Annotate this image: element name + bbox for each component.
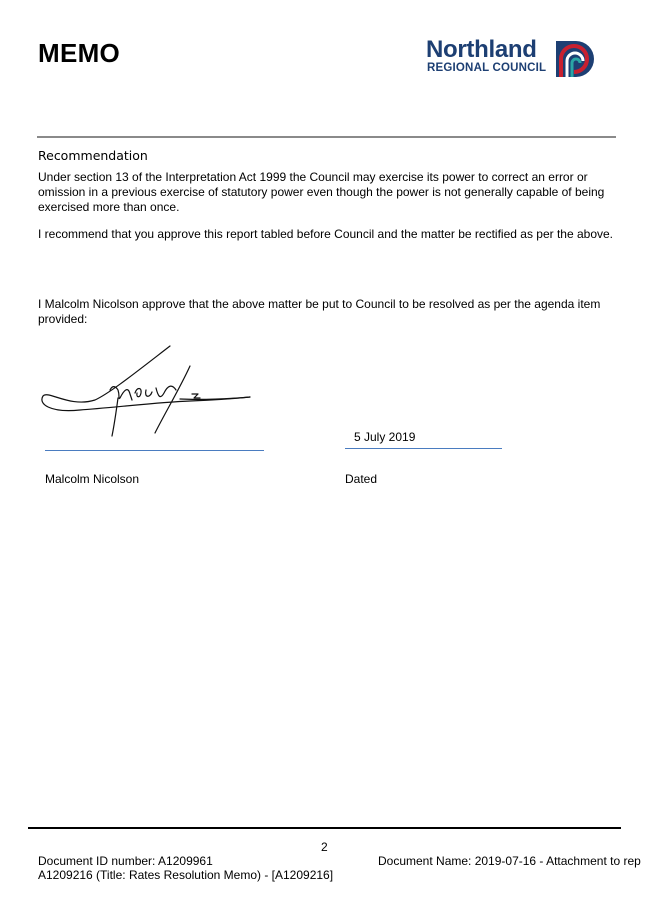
date-line: [345, 448, 502, 449]
document-id: Document ID number: A1209961: [38, 854, 213, 868]
page-number: 2: [321, 840, 328, 854]
logo-name: Northland: [426, 36, 537, 63]
logo-subtitle: REGIONAL COUNCIL: [427, 62, 547, 74]
signed-date: 5 July 2019: [354, 430, 416, 444]
signatory-name: Malcolm Nicolson: [45, 472, 140, 486]
handwritten-signature: [40, 338, 255, 443]
document-name: Document Name: 2019-07-16 - Attachment to rep: [378, 854, 641, 868]
logo-wave-icon: [554, 39, 594, 79]
document-title: A1209216 (Title: Rates Resolution Memo) - [A1209216]: [38, 868, 334, 882]
paragraph-interpretation-act: Under section 13 of the Interpretation Act 1999 the Council may exercise its power to correct an error or omission in a previous exercise of statutory power even though the power is not generally capable of being exercised more than once.: [38, 170, 605, 214]
signature-line: [45, 450, 264, 451]
paragraph-recommendation: I recommend that you approve this report tabled before Council and the matter be rectified as per the above.: [38, 227, 613, 241]
footer-divider: [28, 827, 621, 829]
northland-regional-council-logo: [426, 36, 596, 80]
paragraph-approval: I Malcolm Nicolson approve that the above matter be put to Council to be resolved as per the agenda item provided:: [38, 297, 601, 326]
memo-title: MEMO: [38, 38, 121, 68]
section-heading: Recommendation: [38, 148, 148, 163]
dated-label: Dated: [345, 472, 378, 486]
header-divider: [37, 136, 616, 138]
